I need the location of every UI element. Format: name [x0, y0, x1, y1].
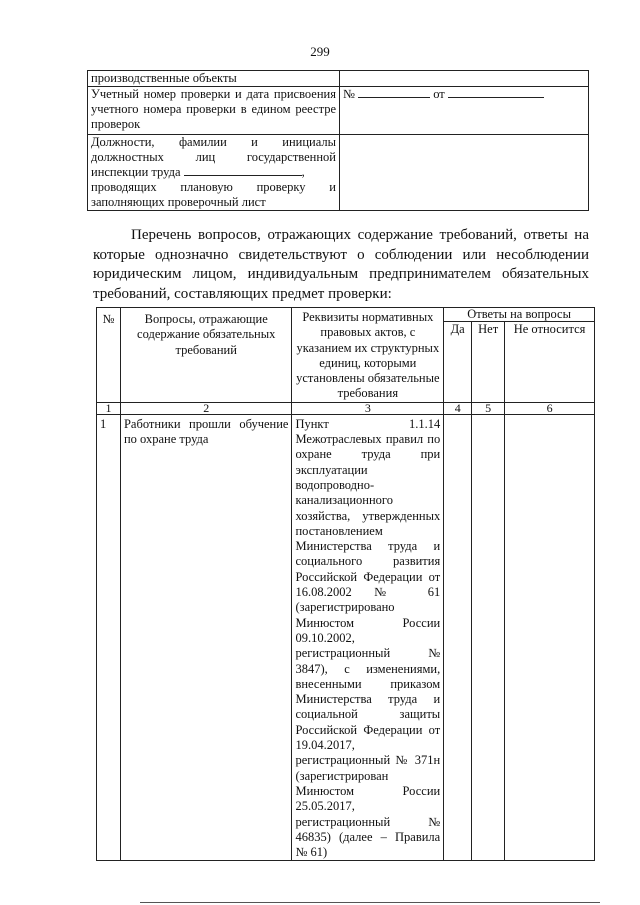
- info-row-registration: [88, 87, 589, 135]
- header-requisites: Реквизиты нормативных правовых актов, с указанием их структурных единиц, которыми установлены обязательные требования: [292, 308, 444, 403]
- info-inspectors-label: [88, 135, 340, 211]
- info-inspectors-value: [340, 135, 589, 211]
- bottom-edge-line: [140, 902, 600, 903]
- column-number: 6: [505, 402, 595, 414]
- header-yes: Да: [444, 322, 472, 403]
- header-row-1: [97, 308, 595, 322]
- inspectors-line-5: заполняющих проверочный лист: [91, 195, 266, 209]
- column-number: 2: [120, 402, 292, 414]
- inspection-name-blank: [184, 165, 302, 176]
- row-number: 1: [97, 414, 121, 861]
- column-number: 4: [444, 402, 472, 414]
- column-numbers-row: [97, 402, 595, 414]
- answer-not-applicable-cell[interactable]: [505, 414, 595, 861]
- info-row-objects: [88, 71, 589, 87]
- from-label: от: [433, 87, 445, 101]
- column-number: 1: [97, 402, 121, 414]
- info-registration-value: [340, 87, 589, 135]
- intro-text: Перечень вопросов, отражающих содержание требований, ответы на которые однозначно свидетельствуют о соблюдении или несоблюдении юридическим лицом, индивидуальным предпринимателем обязательных требований, составляющих предмет проверки:: [93, 227, 589, 302]
- header-num: №: [97, 308, 121, 403]
- info-registration-label: Учетный номер проверки и дата присвоения учетного номера проверки в едином реестре проверок: [88, 87, 340, 135]
- header-answers: Ответы на вопросы: [444, 308, 595, 322]
- inspectors-line-2: должностных лиц государственной: [91, 150, 336, 164]
- registration-number-blank: [358, 87, 430, 98]
- answer-no-cell[interactable]: [472, 414, 505, 861]
- info-objects-value: [340, 71, 589, 87]
- answer-yes-cell[interactable]: [444, 414, 472, 861]
- header-questions: Вопросы, отражающие содержание обязательных требований: [120, 308, 292, 403]
- inspectors-line-3: инспекции труда ,: [91, 165, 305, 179]
- number-sign: №: [343, 87, 355, 101]
- info-row-inspectors: [88, 135, 589, 211]
- header-no: Нет: [472, 322, 505, 403]
- page-number: 299: [310, 44, 330, 59]
- checklist-table: [96, 307, 595, 861]
- inspectors-line-4: проводящих плановую проверку и: [91, 180, 336, 194]
- table-row: [97, 414, 595, 861]
- registration-date-blank: [448, 87, 544, 98]
- column-number: 3: [292, 402, 444, 414]
- intro-paragraph: [93, 226, 589, 304]
- inspection-info-table: [87, 70, 589, 211]
- row-question: Работники прошли обучение по охране труда: [120, 414, 292, 861]
- info-objects-label: производственные объекты: [88, 71, 340, 87]
- column-number: 5: [472, 402, 505, 414]
- row-requisites: Пункт 1.1.14 Межотраслевых правил по охране труда при эксплуатации водопроводно-канализационного хозяйства, утвержденных постановлением Министерства труда и социального развития Российской Федерации от 16.08.2002 № 61 (зарегистрировано Минюстом России 09.10.2002, регистрационный № 3847), с изменениями, внесенными приказом Министерства труда и социальной защиты Российской Федерации от 19.04.2017, регистрационный № 371н (зарегистрирован Минюстом России 25.05.2017, регистрационный № 46835) (далее – Правила № 61): [292, 414, 444, 861]
- inspectors-line-1: Должности, фамилии и инициалы: [91, 135, 336, 149]
- header-not-applicable: Не относится: [505, 322, 595, 403]
